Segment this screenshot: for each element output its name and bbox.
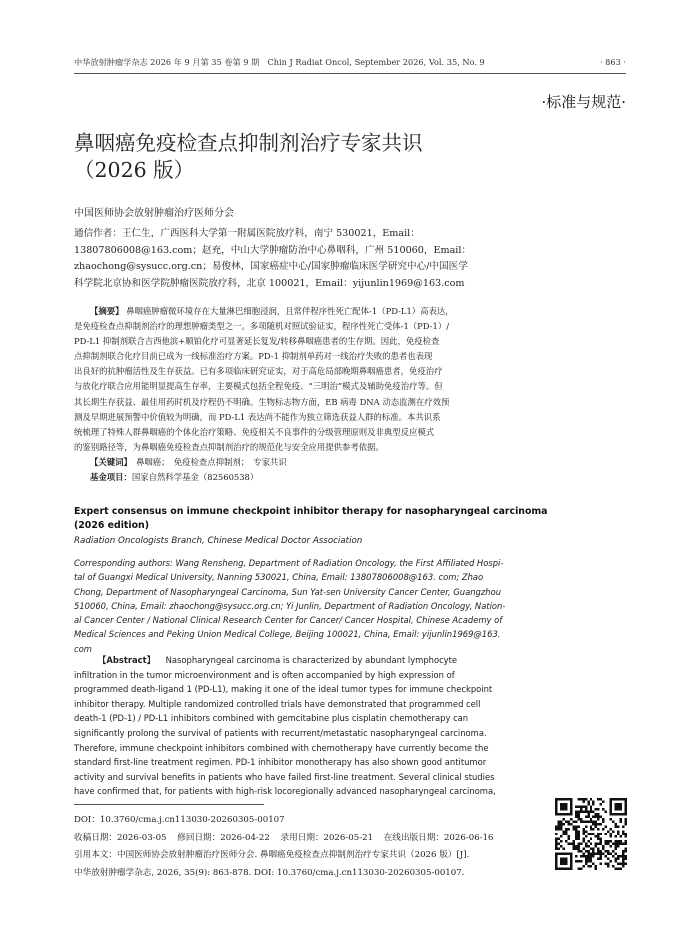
fund-line [74,470,626,485]
en-abstract-line: programmed death-ligand 1 (PD-L1), making it one of the ideal tumor types for immune checkpoint [74,684,493,695]
footer-divider [74,804,264,805]
keywords: 鼻咽癌； 免疫检查点抑制剂； 专家共识 [136,456,287,467]
corr-line: 科学院北京协和医学院肿瘤医院放疗科，北京 100021，Email：yijunlin1969@163.com [74,277,465,289]
en-abstract-line: death-1 (PD-1) / PD-L1 inhibitors combined with gemcitabine plus cisplatin chemotherapy can [74,713,469,724]
english-author-branch: Radiation Oncologists Branch, Chinese Medical Doctor Association [74,536,363,546]
corr-line: 13807806008@163.com；赵充，中山大学肿瘤防治中心鼻咽科，广州 510060，Email： [74,244,472,256]
abstract-line: 是免疫检查点抑制剂治疗的理想肿瘤类型之一。多项随机对照试验证实，程序性死亡受体-1（PD-1）/ [74,321,450,332]
en-corr-line: com [74,643,92,654]
corr-line: 通信作者：王仁生，广西医科大学第一附属医院放疗科，南宁 530021，Email： [74,228,420,239]
corr-line: zhaochong@sysucc.org.cn；易俊林，国家癌症中心/国家肿瘤临床医学研究中心/中国医学 [74,261,468,272]
abstract-line: 出良好的抗肿瘤活性及生存获益。已有多项临床研究证实，对于高危局部晚期鼻咽癌患者，免疫治疗 [74,366,443,377]
en-abstract-line: have confirmed that, for patients with high-risk locoregionally advanced nasopharyngeal carcinoma, [74,786,496,797]
page-number: · 863 · [599,57,626,67]
doi[interactable]: DOI：10.3760/cma.j.cn113030-20260305-00107 [74,815,285,825]
article-title [74,130,423,184]
english-abstract [74,653,626,799]
fund-label: 基金项目： [90,472,132,483]
received-date: 收稿日期：2026-03-05 [74,832,167,843]
qr-code-icon[interactable] [555,798,627,870]
en-abstract-line: inhibitor therapy. Multiple randomized controlled trials have demonstrated that programmed cell [74,698,481,709]
en-title-line: (2026 edition) [74,520,150,531]
en-corr-line: al Cancer Center / National Clinical Research Center for Cancer/ Cancer Hospital, Chinese Academy of [74,615,503,626]
en-abstract-line: Therefore, immune checkpoint inhibitors combined with chemotherapy have currently become the [74,742,489,753]
column-tag: ·标准与规范· [541,93,626,111]
en-corr-line: tal of Guangxi Medical University, Nanning 530021, China, Email: 13807806008@163. com; Zhao [74,572,484,583]
abstract-line: 其长期生存获益、最佳用药时机及疗程仍不明确。生物标志物方面，EB 病毒 DNA 动态监测在疗效预 [74,396,450,407]
en-abstract-line: significantly prolong the survival of patients with recurrent/metastatic nasopharyngeal carcinoma. [74,727,487,738]
article-footer [74,812,544,882]
citation-line: 引用本文：中国医师协会放射肿瘤治疗医师分会. 鼻咽癌免疫检查点抑制剂治疗专家共识（2026 版）[J]. [74,850,470,860]
fund: 国家自然科学基金（82560538） [131,472,259,483]
english-title [74,505,626,533]
title-line: 鼻咽癌免疫检查点抑制剂治疗专家共识 [74,131,423,155]
abstract-line: PD-L1 抑制剂联合吉西他滨+顺铂化疗可显著延长复发/转移鼻咽癌患者的生存期。因此，免疫检查 [74,336,440,347]
revised-date: 修回日期：2026-04-22 [177,832,270,843]
publication-dates [74,830,544,848]
abstract-line: 测及早期进展预警中价值较为明确，而 PD-L1 表达尚不能作为独立筛选获益人群的标准。本共识系 [74,411,441,422]
en-abstract-line: 【Abstract】 Nasopharyngeal carcinoma is characterized by abundant lymphocyte [98,655,458,665]
online-date: 在线出版日期：2026-06-16 [383,832,494,843]
abstract-line: 与放化疗联合应用能明显提高生存率，主要模式包括全程免疫、“三明治”模式及辅助免疫治疗等。但 [74,381,443,392]
citation-line: 中华放射肿瘤学杂志, 2026, 35(9): 863-878. DOI: 10.3760/cma.j.cn113030-20260305-00107. [74,867,465,878]
english-corresponding-authors [74,556,626,656]
en-abstract-line: standard first-line treatment regimen. PD-1 inhibitor monotherapy has also shown good antitumor [74,757,487,768]
corresponding-authors-cn [74,226,626,292]
keywords-label: 【关键词】 [90,456,128,467]
abstract-label: 【摘要】 [90,306,124,316]
en-abstract-line: activity and survival benefits in patients who have failed first-line treatment. Several clinical studies [74,771,495,782]
abstract-line: 点抑制剂联合化疗目前已成为一线标准治疗方案。PD-1 抑制剂单药对一线治疗失败的患者也表现 [74,351,433,362]
abstract-line: 统梳理了特殊人群鼻咽癌的个体化治疗策略、免疫相关不良事件的分级管理原则及非典型反应模式 [74,426,435,437]
header-divider [74,73,626,74]
journal-citation-header: 中华放射肿瘤学杂志 2026 年 9 月第 35 卷第 9 期 Chin J Radiat Oncol, September 2026, Vol. 35, No. 9 [74,57,485,67]
keywords-line [74,455,626,470]
en-corr-line: Chong, Department of Nasopharyngeal Carcinoma, Sun Yat-sen University Cancer Center, Guangzhou [74,586,501,597]
accepted-date: 录用日期：2026-05-21 [280,832,374,843]
en-corr-line: Medical Sciences and Peking Union Medical College, Beijing 100021, China, Email: yijunlin1969@163. [74,629,501,640]
abstract-cn [74,304,626,485]
abstract-line: 的鉴别路径等，为鼻咽癌免疫检查点抑制剂治疗的规范化与安全应用提供参考依据。 [74,441,384,452]
en-title-line: Expert consensus on immune checkpoint inhibitor therapy for nasopharyngeal carcinoma [74,506,548,517]
en-abstract-line: infiltration in the tumor microenvironment and is often accompanied by high expression of [74,669,455,680]
en-abstract-label: 【Abstract】 [98,655,155,665]
en-corr-line: 510060, China, Email: zhaochong@sysucc.org.cn; Yi Junlin, Department of Radiation Oncology, Nation- [74,600,506,611]
author-organization: 中国医师协会放射肿瘤治疗医师分会 [74,208,234,219]
running-head [74,57,626,71]
abstract-line: 【摘要】 鼻咽癌肿瘤微环境存在大量淋巴细胞浸润，且常伴程序性死亡配体-1（PD-L1）高表达， [90,306,454,316]
title-line: （2026 版） [74,158,195,182]
en-corr-line: Corresponding authors: Wang Rensheng, Department of Radiation Oncology, the First Affiliated Hospi- [74,558,504,568]
